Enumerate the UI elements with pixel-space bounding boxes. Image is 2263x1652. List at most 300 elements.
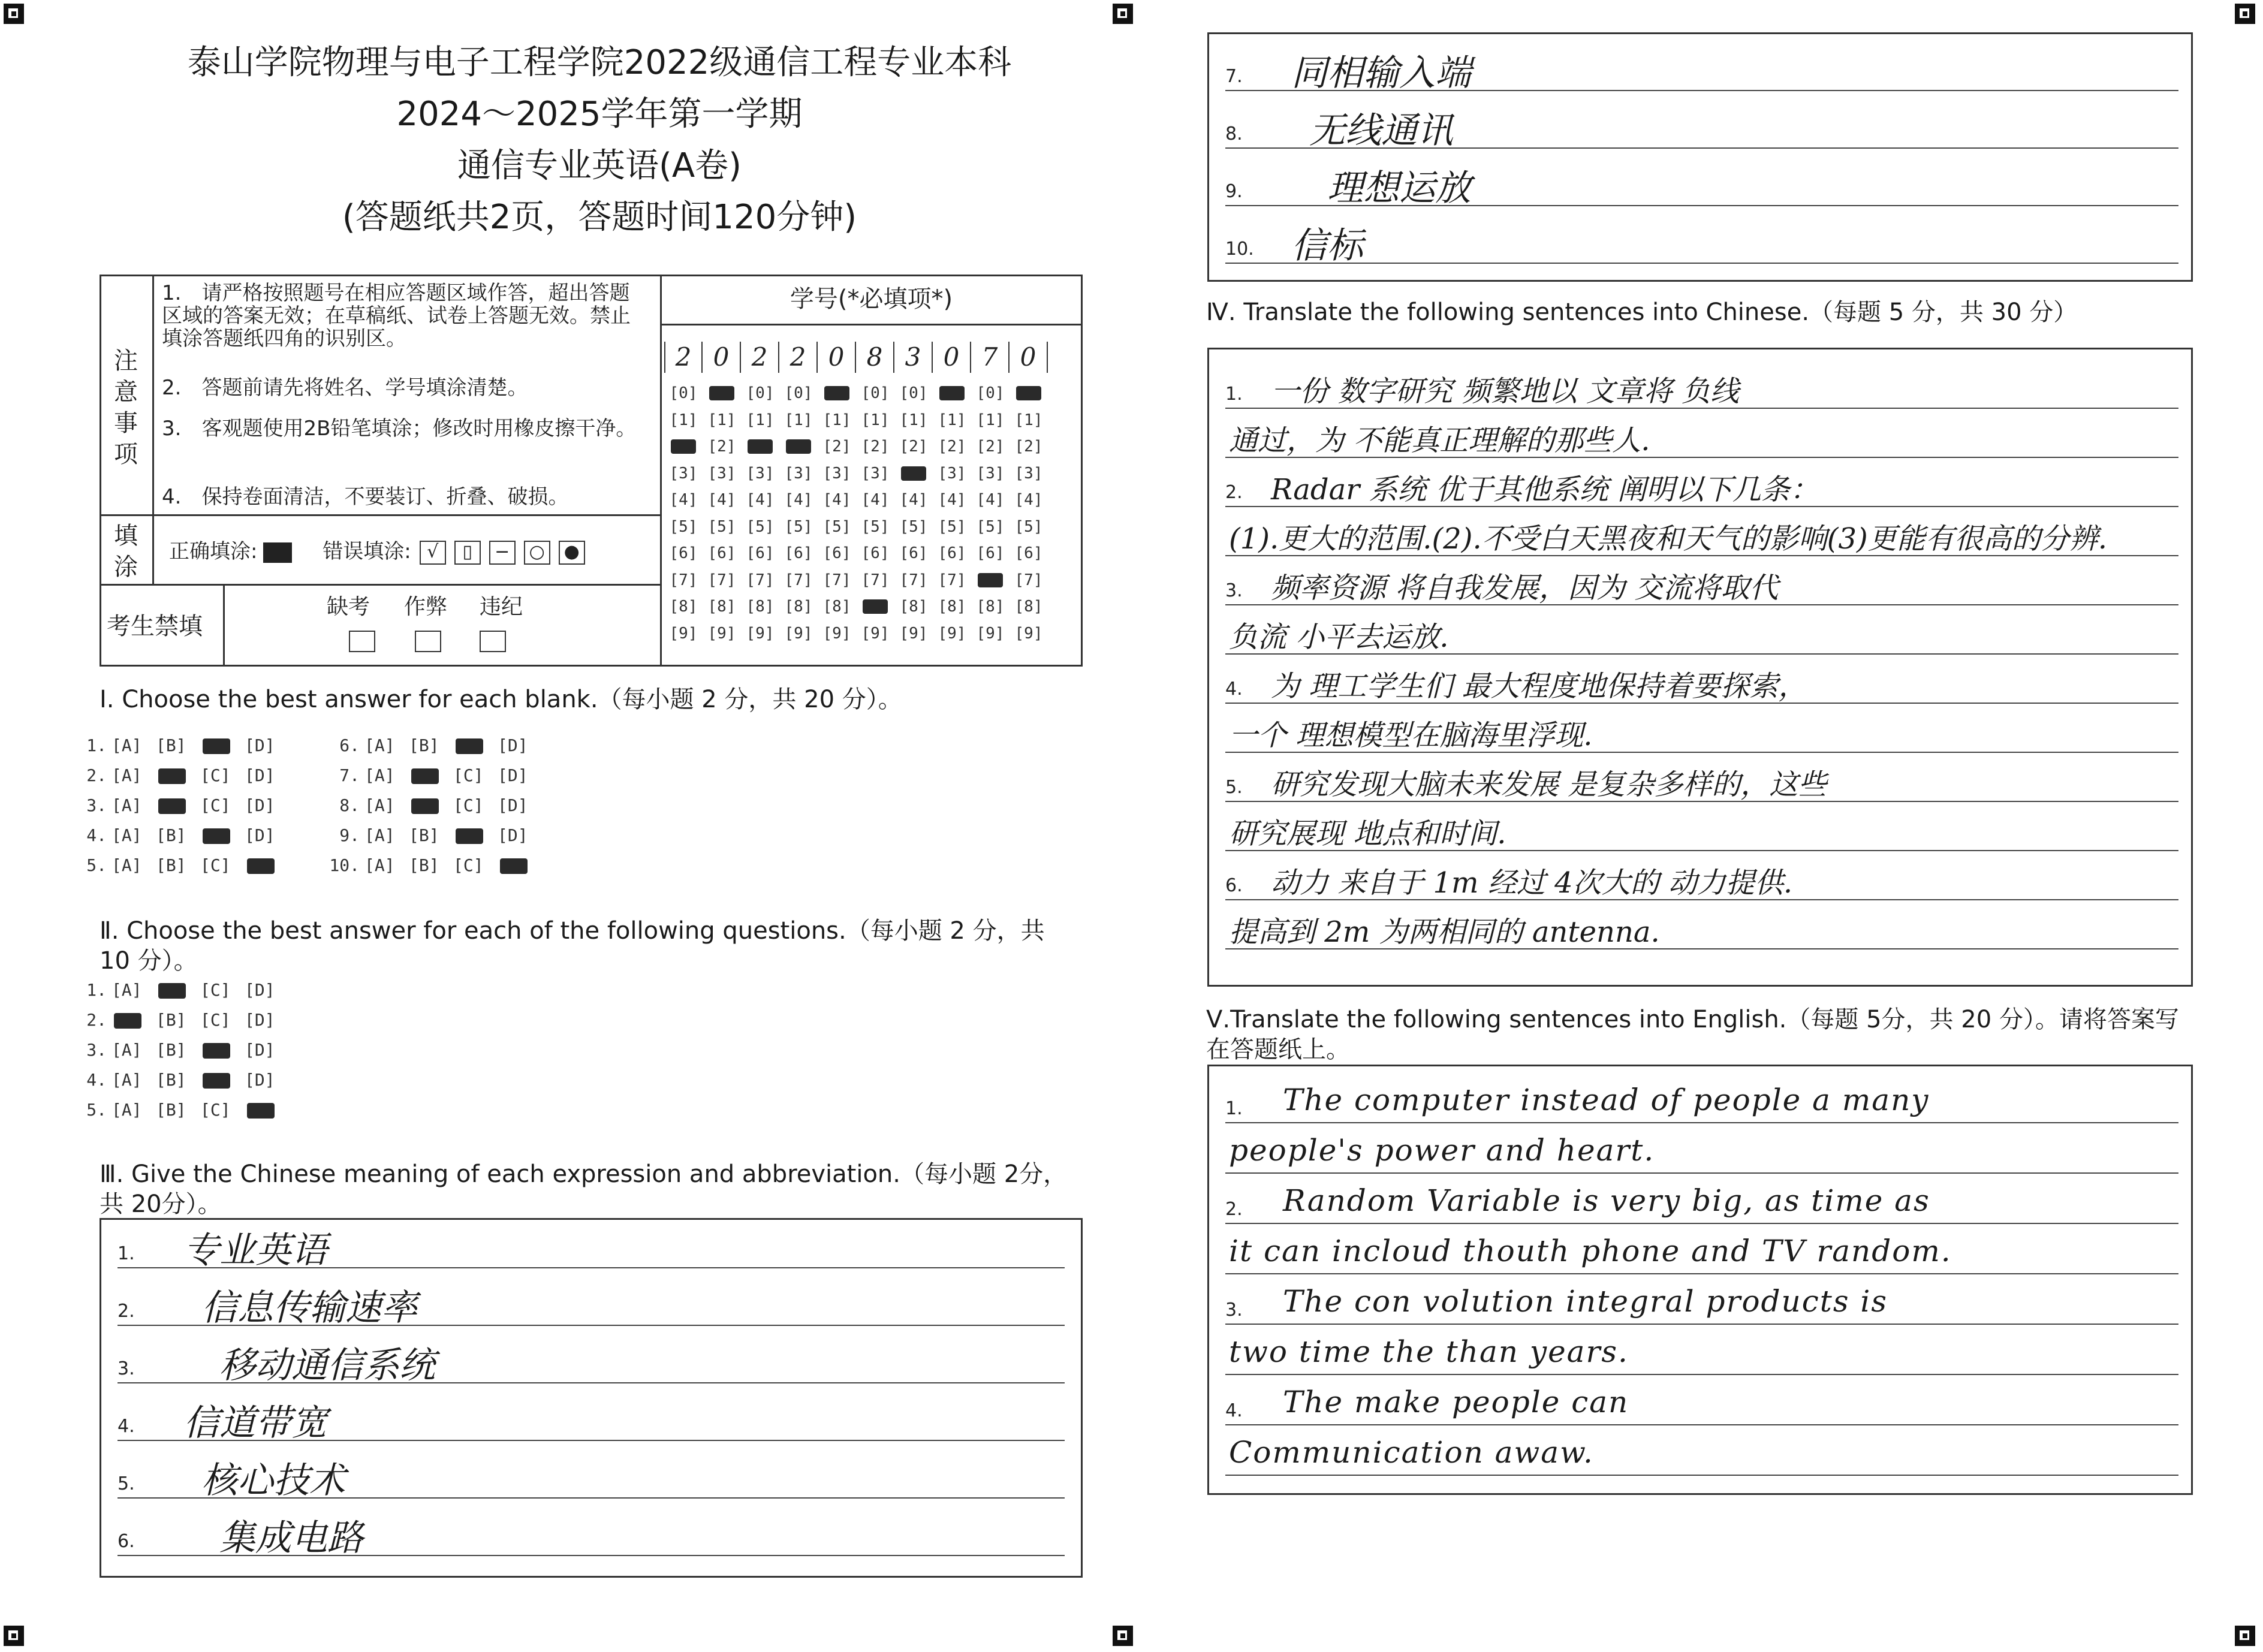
handwritten-translation-line[interactable]: 研究发现大脑未来发展 是复杂多样的，这些 — [1271, 768, 1827, 801]
student-id-bubble[interactable]: [7] — [938, 571, 966, 589]
option-b-bubble[interactable] — [156, 764, 200, 788]
option-b-bubble[interactable]: [B] — [156, 1040, 186, 1060]
student-id-bubble[interactable]: [3] — [938, 464, 966, 483]
answer-number: 9. — [1225, 181, 1243, 202]
handwritten-translation-line[interactable]: 动力 来自于 1m 经过 4次大的 动力提供. — [1271, 866, 1793, 900]
forbidden-label: 考生禁填 — [107, 613, 203, 640]
corner-marker-bottom-middle — [1113, 1626, 1133, 1646]
notice-item-4: 4. 保持卷面清洁，不要装订、折叠、破损。 — [162, 485, 569, 509]
option-d-bubble[interactable]: [D] — [245, 1070, 275, 1090]
option-d-bubble[interactable]: [D] — [245, 795, 275, 815]
option-b-bubble[interactable]: [B] — [409, 855, 439, 875]
student-id-bubble[interactable]: [8] — [899, 598, 928, 616]
student-id-bubble[interactable]: [9] — [746, 624, 775, 643]
answer-number: 3. — [1225, 1300, 1243, 1321]
student-id-digit: 7 — [971, 342, 1010, 373]
answer-number: 5. — [1225, 777, 1243, 798]
student-id-bubble[interactable]: [5] — [938, 517, 966, 536]
student-id-bubble[interactable]: [5] — [899, 517, 928, 536]
student-id-bubble[interactable]: [7] — [822, 571, 851, 589]
handwritten-translation-line[interactable]: The make people can — [1283, 1385, 1629, 1419]
answer-number: 6. — [1225, 875, 1243, 896]
answer-number: 6. — [117, 1531, 135, 1552]
student-id-bubble[interactable]: [2] — [976, 438, 1005, 456]
student-id-digit: 2 — [741, 342, 779, 373]
handwritten-translation-line[interactable]: Radar 系统 优于其他系统 阐明以下几条： — [1271, 473, 1819, 507]
answer-number: 7. — [1225, 66, 1243, 87]
option-a-bubble[interactable] — [112, 1008, 156, 1032]
student-id-bubble[interactable]: [3] — [746, 464, 775, 483]
student-id-bubble[interactable]: [7] — [746, 571, 775, 589]
cheat-checkbox[interactable] — [415, 631, 441, 652]
handwritten-translation-line[interactable]: two time the than years. — [1229, 1334, 1629, 1369]
student-id-bubble[interactable]: [6] — [1014, 544, 1043, 563]
option-d-bubble[interactable] — [498, 854, 542, 878]
violation-label: 违纪 — [480, 595, 523, 619]
option-b-bubble[interactable] — [156, 978, 200, 1002]
student-id-bubble[interactable]: [6] — [746, 544, 775, 563]
student-id-bubble[interactable]: [6] — [669, 544, 698, 563]
student-id-digit: 2 — [779, 342, 818, 373]
student-id-bubble[interactable]: [5] — [746, 517, 775, 536]
option-c-bubble[interactable] — [453, 734, 498, 758]
absent-checkbox[interactable] — [349, 631, 375, 652]
answer-number: 1. — [1225, 1098, 1243, 1119]
student-id-digit: 8 — [856, 342, 894, 373]
question-number: 2. — [86, 765, 107, 785]
student-id-bubble[interactable]: [9] — [861, 624, 890, 643]
student-id-bubble[interactable]: [6] — [938, 544, 966, 563]
handwritten-translation-line[interactable]: 频率资源 将自我发展，因为 交流将取代 — [1271, 571, 1779, 605]
option-b-bubble[interactable]: [B] — [156, 825, 186, 845]
student-id-bubble[interactable]: [8] — [1014, 598, 1043, 616]
option-d-bubble[interactable]: [D] — [245, 825, 275, 845]
option-d-bubble[interactable]: [D] — [498, 795, 528, 815]
student-id-bubble[interactable]: [5] — [707, 517, 736, 536]
exam-term: 2024～2025学年第一学期 — [396, 95, 803, 134]
question-number: 9. — [339, 825, 360, 845]
student-id-bubble[interactable]: [3] — [976, 464, 1005, 483]
student-id-bubble[interactable] — [741, 433, 779, 460]
handwritten-translation-line[interactable]: Communication awaw. — [1229, 1435, 1594, 1470]
handwritten-translation-line[interactable]: The con volution integral products is — [1283, 1284, 1888, 1319]
student-id-bubble[interactable]: [1] — [938, 411, 966, 429]
answer-number: 10. — [1225, 239, 1254, 260]
student-id-bubble[interactable]: [4] — [746, 491, 775, 510]
option-c-bubble[interactable]: [C] — [200, 855, 231, 875]
option-c-bubble[interactable] — [453, 824, 498, 848]
corner-marker-top-left — [4, 4, 24, 24]
option-b-bubble[interactable] — [156, 794, 200, 818]
student-id-bubble[interactable]: [9] — [669, 624, 698, 643]
student-id-bubble[interactable]: [7] — [861, 571, 890, 589]
question-number: 1. — [86, 980, 107, 1000]
student-id-bubble[interactable]: [1] — [976, 411, 1005, 429]
mc-question-row[interactable] — [71, 764, 289, 788]
option-d-bubble[interactable] — [245, 854, 289, 878]
wrong-fill-dot: ● — [559, 541, 585, 565]
answer-line — [1225, 1223, 2178, 1224]
question-number: 2. — [86, 1010, 107, 1030]
student-id-digits — [664, 342, 1048, 373]
student-id-bubble[interactable]: [4] — [784, 491, 813, 510]
question-number: 3. — [86, 1040, 107, 1060]
answer-number: 1. — [1225, 384, 1243, 405]
answer-line — [1225, 1374, 2178, 1375]
student-id-bubble[interactable] — [703, 380, 741, 407]
option-d-bubble[interactable]: [D] — [245, 1010, 275, 1030]
student-id-bubble[interactable]: [6] — [784, 544, 813, 563]
corner-marker-bottom-right — [2235, 1626, 2255, 1646]
student-id-bubble[interactable]: [0] — [899, 384, 928, 403]
student-id-bubble[interactable] — [779, 433, 818, 460]
violation-checkbox[interactable] — [480, 631, 506, 652]
student-id-bubble[interactable]: [2] — [822, 438, 851, 456]
mc-question-row[interactable] — [71, 734, 289, 758]
question-number: 5. — [86, 855, 107, 875]
option-a-bubble[interactable]: [A] — [112, 1100, 142, 1120]
student-id-bubble[interactable]: [3] — [822, 464, 851, 483]
wrong-fill-circle: ○ — [524, 541, 550, 565]
student-id-bubble[interactable]: [4] — [938, 491, 966, 510]
notice-item-1: 1. 请严格按照题号在相应答题区域作答，超出答题区域的答案无效；在草稿纸、试卷上答题无效。禁止填涂答题纸四角的识别区。 — [162, 281, 631, 351]
option-d-bubble[interactable]: [D] — [245, 980, 275, 1000]
option-a-bubble[interactable]: [A] — [112, 825, 142, 845]
wrong-fill-check: √ — [420, 541, 446, 565]
handwritten-translation-line[interactable]: The computer instead of people a many — [1283, 1083, 1930, 1117]
handwritten-translation-line[interactable]: 负流 小平去运放. — [1229, 620, 1449, 654]
student-id-bubble[interactable]: [5] — [861, 517, 890, 536]
mc-question-row[interactable] — [71, 824, 289, 848]
option-c-bubble[interactable]: [C] — [453, 765, 484, 785]
option-d-bubble[interactable]: [D] — [498, 765, 528, 785]
wrong-fill-bar: ▯ — [454, 541, 481, 565]
fill-example-row — [169, 538, 585, 565]
option-b-bubble[interactable]: [B] — [156, 1070, 186, 1090]
student-id-digit: 2 — [664, 342, 703, 373]
option-d-bubble[interactable]: [D] — [245, 1040, 275, 1060]
answer-number: 4. — [1225, 679, 1243, 700]
student-id-bubble[interactable]: [0] — [976, 384, 1005, 403]
option-c-bubble[interactable]: [C] — [453, 795, 484, 815]
student-id-bubble[interactable]: [0] — [861, 384, 890, 403]
section1-heading: Ⅰ. Choose the best answer for each blank.（每小题 2 分，共 20 分）。 — [100, 686, 902, 713]
student-id-bubble[interactable]: [1] — [861, 411, 890, 429]
student-id-bubble[interactable]: [8] — [669, 598, 698, 616]
student-id-bubble[interactable]: [2] — [861, 438, 890, 456]
handwritten-answer[interactable]: 同相输入端 — [1291, 52, 1471, 94]
student-id-bubble[interactable] — [664, 433, 703, 460]
student-id-bubble[interactable]: [6] — [707, 544, 736, 563]
option-c-bubble[interactable]: [C] — [200, 795, 231, 815]
mc-question-row[interactable] — [324, 824, 542, 848]
option-d-bubble[interactable]: [D] — [245, 765, 275, 785]
option-b-bubble[interactable]: [B] — [156, 735, 186, 755]
mc-question-row[interactable] — [71, 794, 289, 818]
student-id-bubble[interactable]: [2] — [707, 438, 736, 456]
handwritten-translation-line[interactable]: 通过，为 不能真正理解的那些人. — [1229, 424, 1650, 457]
handwritten-answer[interactable]: 信道带宽 — [183, 1402, 327, 1444]
student-id-bubble[interactable]: [1] — [822, 411, 851, 429]
student-id-bubble[interactable]: [4] — [976, 491, 1005, 510]
student-id-bubble[interactable]: [4] — [1014, 491, 1043, 510]
student-id-bubble[interactable]: [2] — [1014, 438, 1043, 456]
option-b-bubble[interactable]: [B] — [156, 855, 186, 875]
student-id-bubble[interactable]: [7] — [784, 571, 813, 589]
absent-label: 缺考 — [327, 595, 370, 619]
student-id-bubble[interactable]: [9] — [707, 624, 736, 643]
option-c-bubble[interactable]: [C] — [200, 1100, 231, 1120]
answer-line — [1225, 263, 2178, 264]
handwritten-answer[interactable]: 集成电路 — [219, 1517, 363, 1559]
option-a-bubble[interactable]: [A] — [112, 855, 142, 875]
student-id-bubble[interactable]: [7] — [707, 571, 736, 589]
handwritten-translation-line[interactable]: it can incloud thouth phone and TV random. — [1229, 1234, 1952, 1268]
mc-question-row[interactable] — [324, 854, 542, 878]
option-a-bubble[interactable]: [A] — [364, 795, 395, 815]
student-id-bubble[interactable]: [9] — [976, 624, 1005, 643]
handwritten-answer[interactable]: 专业英语 — [183, 1229, 327, 1271]
student-id-bubble[interactable] — [856, 593, 894, 620]
option-c-bubble[interactable]: [C] — [200, 1010, 231, 1030]
student-id-bubble[interactable]: [4] — [707, 491, 736, 510]
option-c-bubble[interactable] — [200, 734, 245, 758]
student-id-bubble[interactable]: [9] — [938, 624, 966, 643]
student-id-digit: 0 — [818, 342, 856, 373]
exam-course: 通信专业英语(A卷) — [457, 146, 742, 185]
answer-number: 2. — [1225, 1199, 1243, 1220]
handwritten-translation-line[interactable]: 提高到 2m 为两相同的 antenna. — [1229, 915, 1660, 949]
student-id-bubble[interactable]: [8] — [784, 598, 813, 616]
student-id-bubble[interactable]: [5] — [822, 517, 851, 536]
answer-number: 3. — [117, 1358, 135, 1379]
answer-line — [1225, 1424, 2178, 1425]
student-id-bubble[interactable]: [1] — [707, 411, 736, 429]
student-id-bubble[interactable]: [8] — [746, 598, 775, 616]
section4-heading: Ⅳ. Translate the following sentences into Chinese.（每题 5 分，共 30 分） — [1206, 299, 2078, 326]
notice-item-2: 2. 答题前请先将姓名、学号填涂清楚。 — [162, 376, 528, 400]
student-id-bubble[interactable]: [5] — [1014, 517, 1043, 536]
section5-answer-box — [1207, 1065, 2193, 1495]
answer-number: 8. — [1225, 123, 1243, 144]
student-id-bubble[interactable]: [5] — [669, 517, 698, 536]
section2-heading: Ⅱ. Choose the best answer for each of the following questions.（每小题 2 分，共 10 分）。 — [100, 917, 1045, 975]
student-id-digit: 3 — [894, 342, 933, 373]
fill-label: 填 涂 — [114, 522, 138, 581]
student-id-bubble[interactable]: [1] — [899, 411, 928, 429]
student-id-bubble-grid[interactable] — [664, 380, 1048, 647]
student-id-digit: 0 — [933, 342, 971, 373]
wrong-fill-label: 错误填涂: — [323, 539, 411, 563]
student-id-bubble[interactable]: [4] — [822, 491, 851, 510]
option-b-bubble[interactable] — [409, 794, 453, 818]
student-id-bubble[interactable]: [7] — [1014, 571, 1043, 589]
student-id-bubble[interactable] — [1010, 380, 1048, 407]
handwritten-answer[interactable]: 理想运放 — [1327, 167, 1471, 209]
option-c-bubble[interactable]: [C] — [200, 980, 231, 1000]
question-number: 4. — [86, 825, 107, 845]
notice-item-3: 3. 客观题使用2B铅笔填涂；修改时用橡皮擦干净。 — [162, 417, 637, 441]
answer-number: 4. — [1225, 1400, 1243, 1421]
corner-marker-bottom-left — [4, 1626, 24, 1646]
answer-line — [1225, 1172, 2178, 1174]
student-id-bubble[interactable]: [7] — [899, 571, 928, 589]
student-id-bubble[interactable]: [5] — [784, 517, 813, 536]
student-id-bubble[interactable]: [3] — [669, 464, 698, 483]
handwritten-translation-line[interactable]: Random Variable is very big, as time as — [1283, 1183, 1930, 1218]
handwritten-answer[interactable]: 信息传输速率 — [201, 1287, 417, 1329]
mc-question-row[interactable] — [324, 734, 542, 758]
option-a-bubble[interactable]: [A] — [112, 980, 142, 1000]
mc-question-row[interactable] — [71, 1008, 289, 1032]
student-id-bubble[interactable]: [1] — [746, 411, 775, 429]
student-id-bubble[interactable]: [2] — [938, 438, 966, 456]
answer-line — [1225, 1475, 2178, 1476]
student-id-bubble[interactable]: [6] — [861, 544, 890, 563]
mc-question-row[interactable] — [71, 1038, 289, 1062]
mc-question-row[interactable] — [324, 794, 542, 818]
option-a-bubble[interactable]: [A] — [364, 765, 395, 785]
student-id-bubble[interactable]: [0] — [746, 384, 775, 403]
student-id-bubble[interactable]: [9] — [822, 624, 851, 643]
student-id-bubble[interactable] — [894, 460, 933, 487]
mc-question-row[interactable] — [324, 764, 542, 788]
student-id-bubble[interactable]: [8] — [822, 598, 851, 616]
section3-heading: Ⅲ. Give the Chinese meaning of each expression and abbreviation.（每小题 2分，共 20分）。 — [100, 1160, 1068, 1218]
option-c-bubble[interactable]: [C] — [200, 765, 231, 785]
student-id-bubble[interactable]: [0] — [669, 384, 698, 403]
student-id-bubble[interactable]: [6] — [976, 544, 1005, 563]
student-id-bubble[interactable]: [8] — [976, 598, 1005, 616]
option-a-bubble[interactable]: [A] — [112, 735, 142, 755]
option-c-bubble[interactable]: [C] — [453, 855, 484, 875]
student-id-bubble[interactable] — [933, 380, 971, 407]
student-id-bubble[interactable]: [3] — [861, 464, 890, 483]
option-c-bubble[interactable] — [200, 1038, 245, 1062]
question-number: 10. — [329, 855, 360, 875]
student-id-digit: 0 — [703, 342, 741, 373]
question-number: 1. — [86, 735, 107, 755]
question-number: 4. — [86, 1070, 107, 1090]
handwritten-answer[interactable]: 信标 — [1291, 225, 1363, 267]
option-a-bubble[interactable]: [A] — [112, 1070, 142, 1090]
wrong-fill-dash: − — [489, 541, 516, 565]
student-id-bubble[interactable]: [1] — [1014, 411, 1043, 429]
option-b-bubble[interactable] — [409, 764, 453, 788]
exam-duration: (答题纸共2页，答题时间120分钟) — [342, 198, 857, 237]
option-b-bubble[interactable]: [B] — [409, 735, 439, 755]
exam-title: 泰山学院物理与电子工程学院2022级通信工程专业本科 — [187, 43, 1012, 82]
option-b-bubble[interactable]: [B] — [156, 1010, 186, 1030]
answer-line — [1225, 1122, 2178, 1123]
option-a-bubble[interactable]: [A] — [364, 825, 395, 845]
option-c-bubble[interactable] — [200, 824, 245, 848]
question-number: 7. — [339, 765, 360, 785]
student-id-bubble[interactable]: [9] — [1014, 624, 1043, 643]
student-id-bubble[interactable]: [4] — [861, 491, 890, 510]
handwritten-answer[interactable]: 移动通信系统 — [219, 1344, 435, 1386]
option-b-bubble[interactable]: [B] — [156, 1100, 186, 1120]
student-id-digit: 0 — [1010, 342, 1048, 373]
student-id-bubble[interactable]: [4] — [899, 491, 928, 510]
student-id-bubble[interactable]: [4] — [669, 491, 698, 510]
student-id-bubble[interactable]: [9] — [899, 624, 928, 643]
student-id-bubble[interactable]: [2] — [899, 438, 928, 456]
student-id-label: 学号(*必填项*) — [790, 285, 953, 313]
student-id-bubble[interactable]: [0] — [784, 384, 813, 403]
corner-marker-top-middle — [1113, 4, 1133, 24]
student-id-bubble[interactable]: [5] — [976, 517, 1005, 536]
answer-number: 2. — [117, 1301, 135, 1322]
handwritten-answer[interactable]: 无线通讯 — [1309, 110, 1453, 152]
option-a-bubble[interactable]: [A] — [364, 735, 395, 755]
student-id-bubble[interactable] — [971, 567, 1010, 594]
mc-question-row[interactable] — [71, 1068, 289, 1092]
student-id-bubble[interactable]: [6] — [899, 544, 928, 563]
correct-fill-sample — [263, 542, 292, 563]
student-id-bubble[interactable]: [3] — [707, 464, 736, 483]
option-a-bubble[interactable]: [A] — [112, 765, 142, 785]
corner-marker-top-right — [2235, 4, 2255, 24]
option-c-bubble[interactable] — [200, 1068, 245, 1092]
student-id-bubble[interactable]: [6] — [822, 544, 851, 563]
answer-number: 3. — [1225, 580, 1243, 601]
correct-fill-label: 正确填涂: — [169, 539, 258, 563]
student-id-bubble[interactable]: [3] — [784, 464, 813, 483]
handwritten-translation-line[interactable]: (1).更大的范围.(2).不受白天黑夜和天气的影响(3)更能有很高的分辨. — [1229, 522, 2108, 556]
student-id-bubble[interactable]: [8] — [707, 598, 736, 616]
option-d-bubble[interactable]: [D] — [245, 735, 275, 755]
option-a-bubble[interactable]: [A] — [112, 795, 142, 815]
answer-number: 1. — [117, 1243, 135, 1264]
answer-line — [1225, 1273, 2178, 1274]
student-id-bubble[interactable]: [8] — [938, 598, 966, 616]
section5-heading: Ⅴ.Translate the following sentences into English.（每题 5分，共 20 分）。请将答案写在答题纸上。 — [1206, 1006, 2179, 1063]
notice-label: 注 意 事 项 — [114, 347, 138, 468]
answer-line — [1225, 1324, 2178, 1325]
handwritten-translation-line[interactable]: people's power and heart. — [1229, 1133, 1655, 1168]
student-id-bubble[interactable]: [9] — [784, 624, 813, 643]
question-number: 3. — [86, 795, 107, 815]
student-id-bubble[interactable]: [7] — [669, 571, 698, 589]
option-a-bubble[interactable]: [A] — [364, 855, 395, 875]
answer-number: 4. — [117, 1416, 135, 1437]
option-d-bubble[interactable]: [D] — [498, 735, 528, 755]
mc-question-row[interactable] — [71, 978, 289, 1002]
student-id-bubble[interactable]: [1] — [784, 411, 813, 429]
handwritten-translation-line[interactable]: 一个 理想模型在脑海里浮现. — [1229, 719, 1593, 752]
handwritten-translation-line[interactable]: 为 理工学生们 最大程度地保持着要探索， — [1271, 670, 1807, 703]
mc-question-row[interactable] — [71, 1098, 289, 1122]
cheat-label: 作弊 — [404, 595, 448, 619]
student-id-bubble[interactable] — [818, 380, 856, 407]
answer-number: 5. — [117, 1473, 135, 1494]
student-id-bubble[interactable]: [1] — [669, 411, 698, 429]
student-id-bubble[interactable]: [3] — [1014, 464, 1043, 483]
handwritten-answer[interactable]: 核心技术 — [201, 1460, 345, 1502]
handwritten-translation-line[interactable]: 研究展现 地点和时间. — [1229, 817, 1506, 851]
answer-number: 2. — [1225, 482, 1243, 503]
question-number: 6. — [339, 735, 360, 755]
handwritten-translation-line[interactable]: 一份 数字研究 频繁地以 文章将 负线 — [1271, 375, 1740, 408]
option-d-bubble[interactable] — [245, 1098, 289, 1122]
option-a-bubble[interactable]: [A] — [112, 1040, 142, 1060]
mc-question-row[interactable] — [71, 854, 289, 878]
question-number: 5. — [86, 1100, 107, 1120]
option-b-bubble[interactable]: [B] — [409, 825, 439, 845]
question-number: 8. — [339, 795, 360, 815]
option-d-bubble[interactable]: [D] — [498, 825, 528, 845]
